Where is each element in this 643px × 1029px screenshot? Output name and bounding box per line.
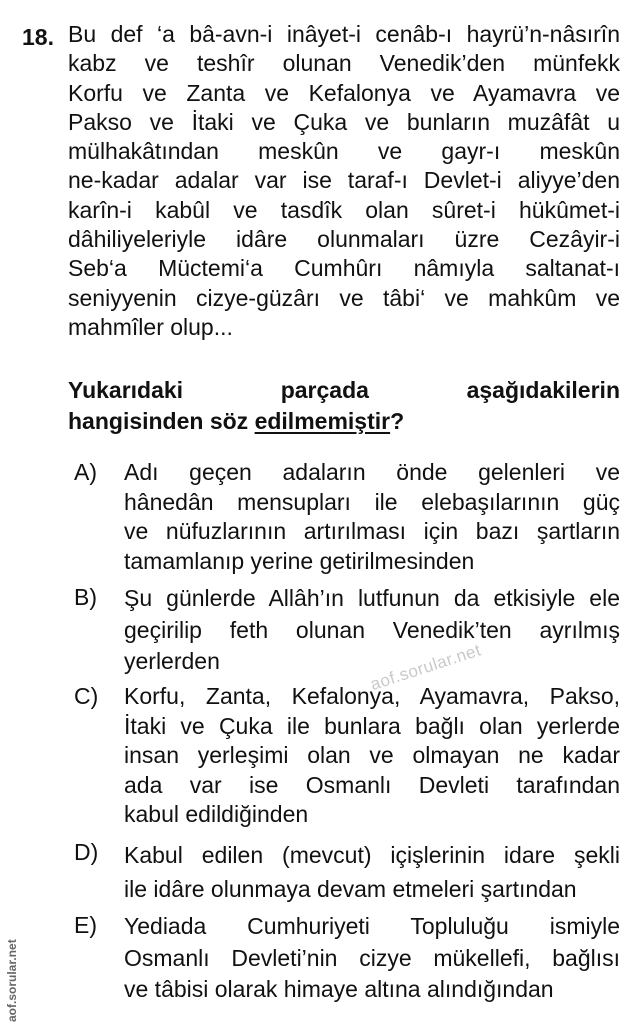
passage-line: dâhiliyeleriyle idâre olunmaları üzre Cezâyir-i [68, 226, 620, 253]
option-letter: D) [74, 839, 99, 865]
question-number: 18. [22, 24, 54, 50]
passage-line: seniyyenin cizye-güzârı ve tâbi‘ ve mahkûm ve [68, 284, 620, 311]
question-line-2 [68, 406, 620, 437]
option-letter: E) [74, 912, 97, 938]
question-line-1: Yukarıdaki parçada aşağıdakilerin [68, 377, 620, 403]
option-line: Şu günlerde Allâh’ın lutfunun da etkisiyle ele [124, 585, 620, 611]
passage-line: Bu def ‘a bâ-avn-i inâyet-i cenâb-ı hayrü’n-nâsırîn [68, 21, 620, 47]
passage-line: ne-kadar adalar var ise taraf-ı Devlet-i aliyye’den [68, 167, 620, 194]
option-line: Korfu, Zanta, Kefalonya, Ayamavra, Pakso, [124, 683, 620, 709]
side-label: aof.sorular.net [5, 939, 19, 1022]
passage-line: karîn-i kabûl ve tasdîk olan sûret-i hükûmet-i [68, 196, 620, 223]
option-line: Adı geçen adaların önde gelenleri ve [124, 459, 620, 485]
option-text [124, 458, 620, 576]
option-letter: B) [74, 584, 97, 610]
option-line: ve nüfuzlarının artırılması için bazı şartların [124, 518, 620, 544]
option-letter: A) [74, 459, 97, 485]
question-stem [68, 375, 620, 437]
passage-line: kabz ve teshîr olunan Venedik’den münfekk [68, 50, 620, 77]
option-line: tamamlanıp yerine getirilmesinden [124, 547, 475, 574]
passage-line: Korfu ve Zanta ve Kefalonya ve Ayamavra ve [68, 79, 620, 106]
option-line: Kabul edilen (mevcut) içişlerinin idare şekli [124, 842, 620, 868]
option-line: Osmanlı Devleti’nin cizye mükellefi, bağlısı [124, 944, 620, 971]
option-text [124, 838, 620, 906]
passage-line: mahmîler olup... [68, 313, 233, 340]
passage-line: Seb‘a Müctemi‘a Cumhûrı nâmıyla saltanat-ı [68, 255, 620, 282]
option-line: İtaki ve Çuka ile bunlara bağlı olan yerlerde [124, 712, 620, 739]
question-prefix: hangisinden söz [68, 408, 255, 434]
option-text [124, 911, 620, 1006]
option-line: geçirilip feth olunan Venedik’ten ayrılmış [124, 616, 620, 643]
watermark: aof.sorular.net [368, 640, 484, 695]
option-line: kabul edildiğinden [124, 801, 309, 827]
option-line: yerlerden [124, 648, 220, 674]
option-letter: C) [74, 683, 99, 709]
question-emphasis: edilmemiştir [254, 408, 391, 434]
option-line: hânedân mensupları ile elebaşılarının güç [124, 488, 620, 515]
option-line: ile idâre olunmaya devam etmeleri şartından [124, 876, 577, 902]
question-suffix: ? [390, 408, 405, 434]
option-line: ada var ise Osmanlı Devleti tarafından [124, 771, 620, 798]
passage-line: mülhakâtından meskûn ve gayr-ı meskûn [68, 138, 620, 165]
option-text [124, 583, 620, 678]
option-line: Yediada Cumhuriyeti Topluluğu ismiyle [124, 913, 620, 939]
passage [68, 20, 620, 342]
option-text [124, 682, 620, 830]
option-line: insan yerleşimi olan ve olmayan ne kadar [124, 742, 620, 768]
passage-line: Pakso ve İtaki ve Çuka ve bunların muzâfât u [68, 108, 620, 135]
option-line: ve tâbisi olarak himaye altına alındığından [124, 976, 554, 1002]
